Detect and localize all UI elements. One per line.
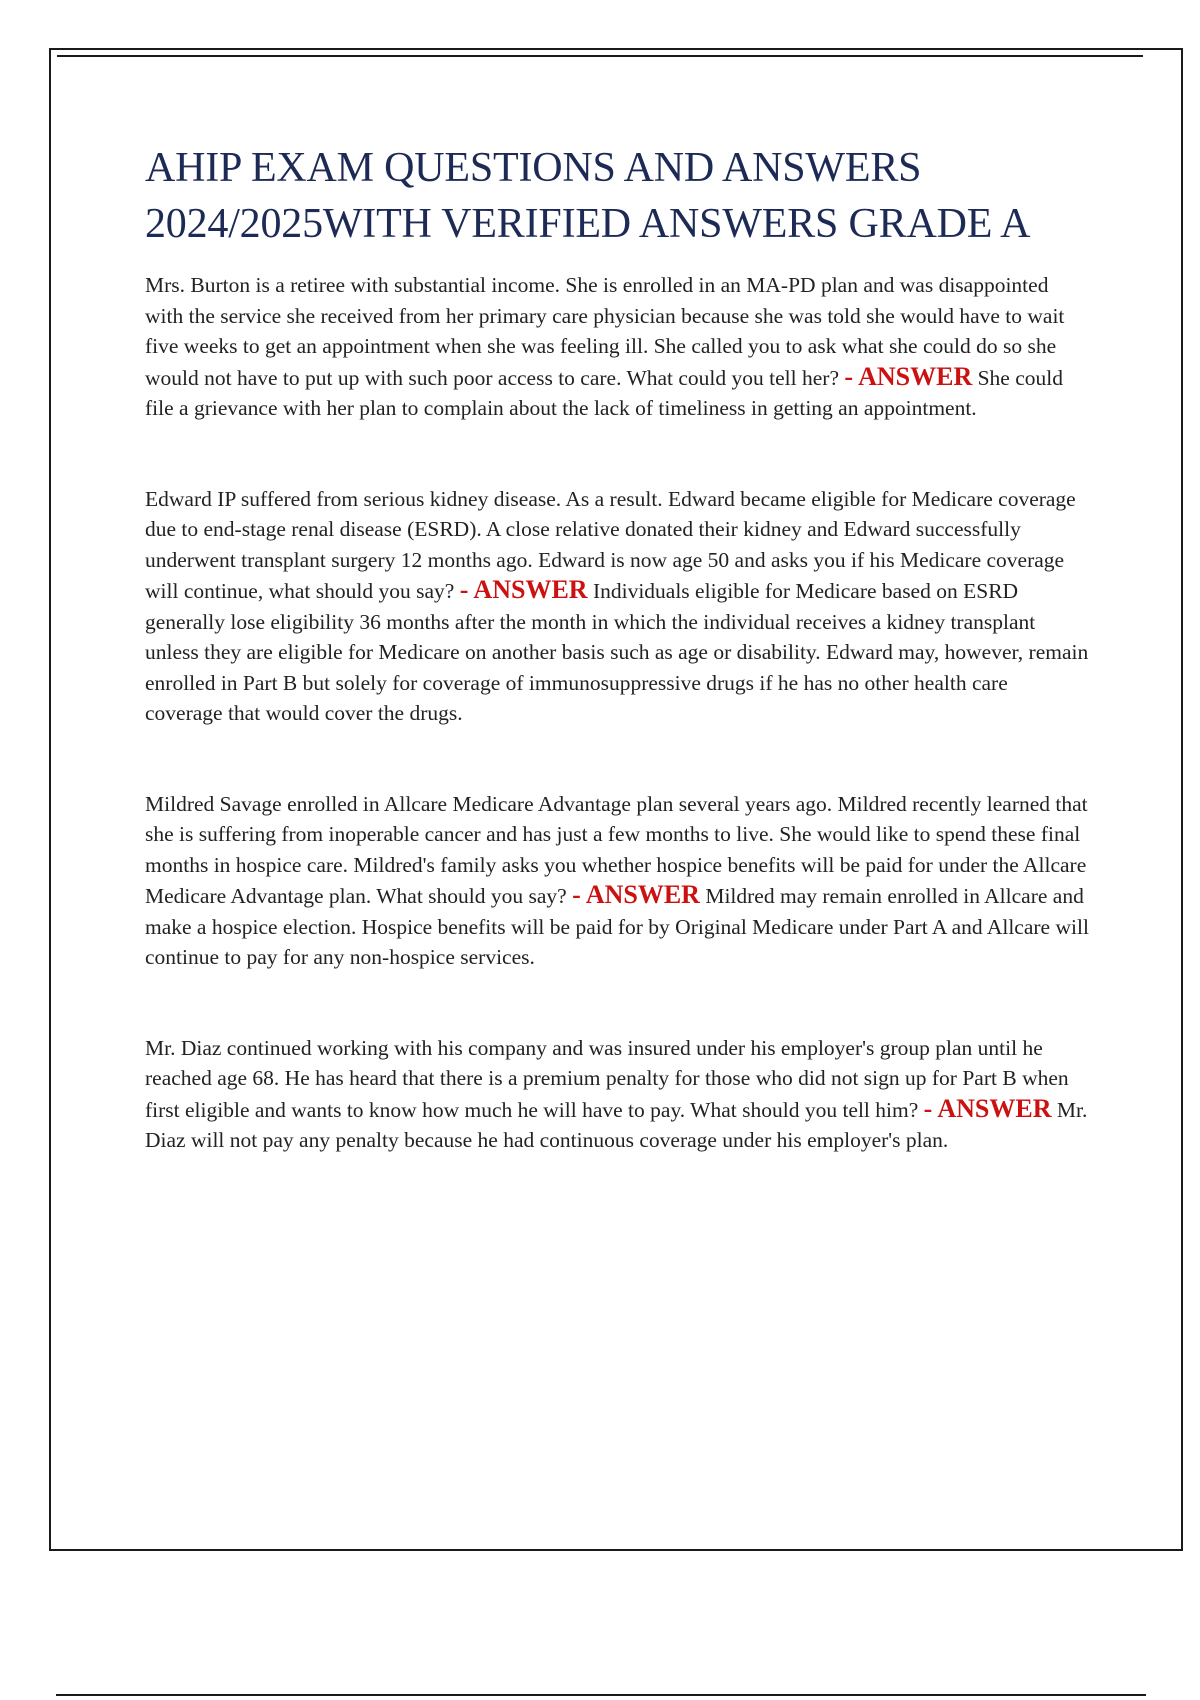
top-rule-divider [57,55,1143,57]
document-content [145,140,1090,1156]
qa-item [145,789,1090,973]
document-title: AHIP EXAM QUESTIONS AND ANSWERS 2024/2025WITH VERIFIED ANSWERS GRADE A [145,145,1031,247]
answer-label: - ANSWER [844,361,973,391]
qa-item [145,1033,1090,1156]
bottom-rule-divider [56,1694,1146,1696]
answer-text: Mr. Diaz will not pay any penalty because he had continuous coverage under his employer's plan. [145,1097,1088,1152]
answer-text: Mildred may remain enrolled in Allcare and make a hospice election. Hospice benefits will be paid for by Original Medicare under Part A and Allcare will continue to pay for any non-hospice services. [145,884,1089,969]
answer-text: She could file a grievance with her plan to complain about the lack of timeliness in getting an appointment. [145,365,1063,420]
question-text: Mrs. Burton is a retiree with substantial income. She is enrolled in an MA-PD plan and was disappointed with the service she received from her primary care physician because she was told she would have to wait five weeks to get an appointment when she was feeling ill. She called you to ask what she could do so she would not have to put up with such poor access to care. What could you tell her? [145,273,1065,390]
answer-label: - ANSWER [459,575,588,604]
answer-label: - ANSWER [923,1093,1052,1123]
qa-item [145,484,1090,729]
answer-label: - ANSWER [572,880,700,909]
answer-text: Individuals eligible for Medicare based on ESRD generally lose eligibility 36 months after the month in which the individual receives a kidney transplant unless they are eligible for Medicare on another basis such as age or disability. Edward may, however, remain enrolled in Part B but solely for coverage of immunosuppressive drugs if he has no other health care coverage that would cover the drugs. [145,579,1089,725]
question-text: Edward IP suffered from serious kidney disease. As a result. Edward became eligible for Medicare coverage due to end-stage renal disease (ESRD). A close relative donated their kidney and Edward successfully underwent transplant surgery 12 months ago. Edward is now age 50 and asks you if his Medicare coverage will continue, what should you say? [145,486,1076,603]
question-text: Mr. Diaz continued working with his company and was insured under his employer's group plan until he reached age 68. He has heard that there is a premium penalty for those who did not sign up for Part B when first eligible and wants to know how much he will have to pay. What should you tell him? [145,1035,1069,1122]
qa-item [145,270,1090,424]
question-text: Mildred Savage enrolled in Allcare Medicare Advantage plan several years ago. Mildred recently learned that she is suffering from inoperable cancer and has just a few months to live. She would like to spend these final months in hospice care. Mildred's family asks you whether hospice benefits will be paid for under the Allcare Medicare Advantage plan. What should you say? [145,791,1088,908]
